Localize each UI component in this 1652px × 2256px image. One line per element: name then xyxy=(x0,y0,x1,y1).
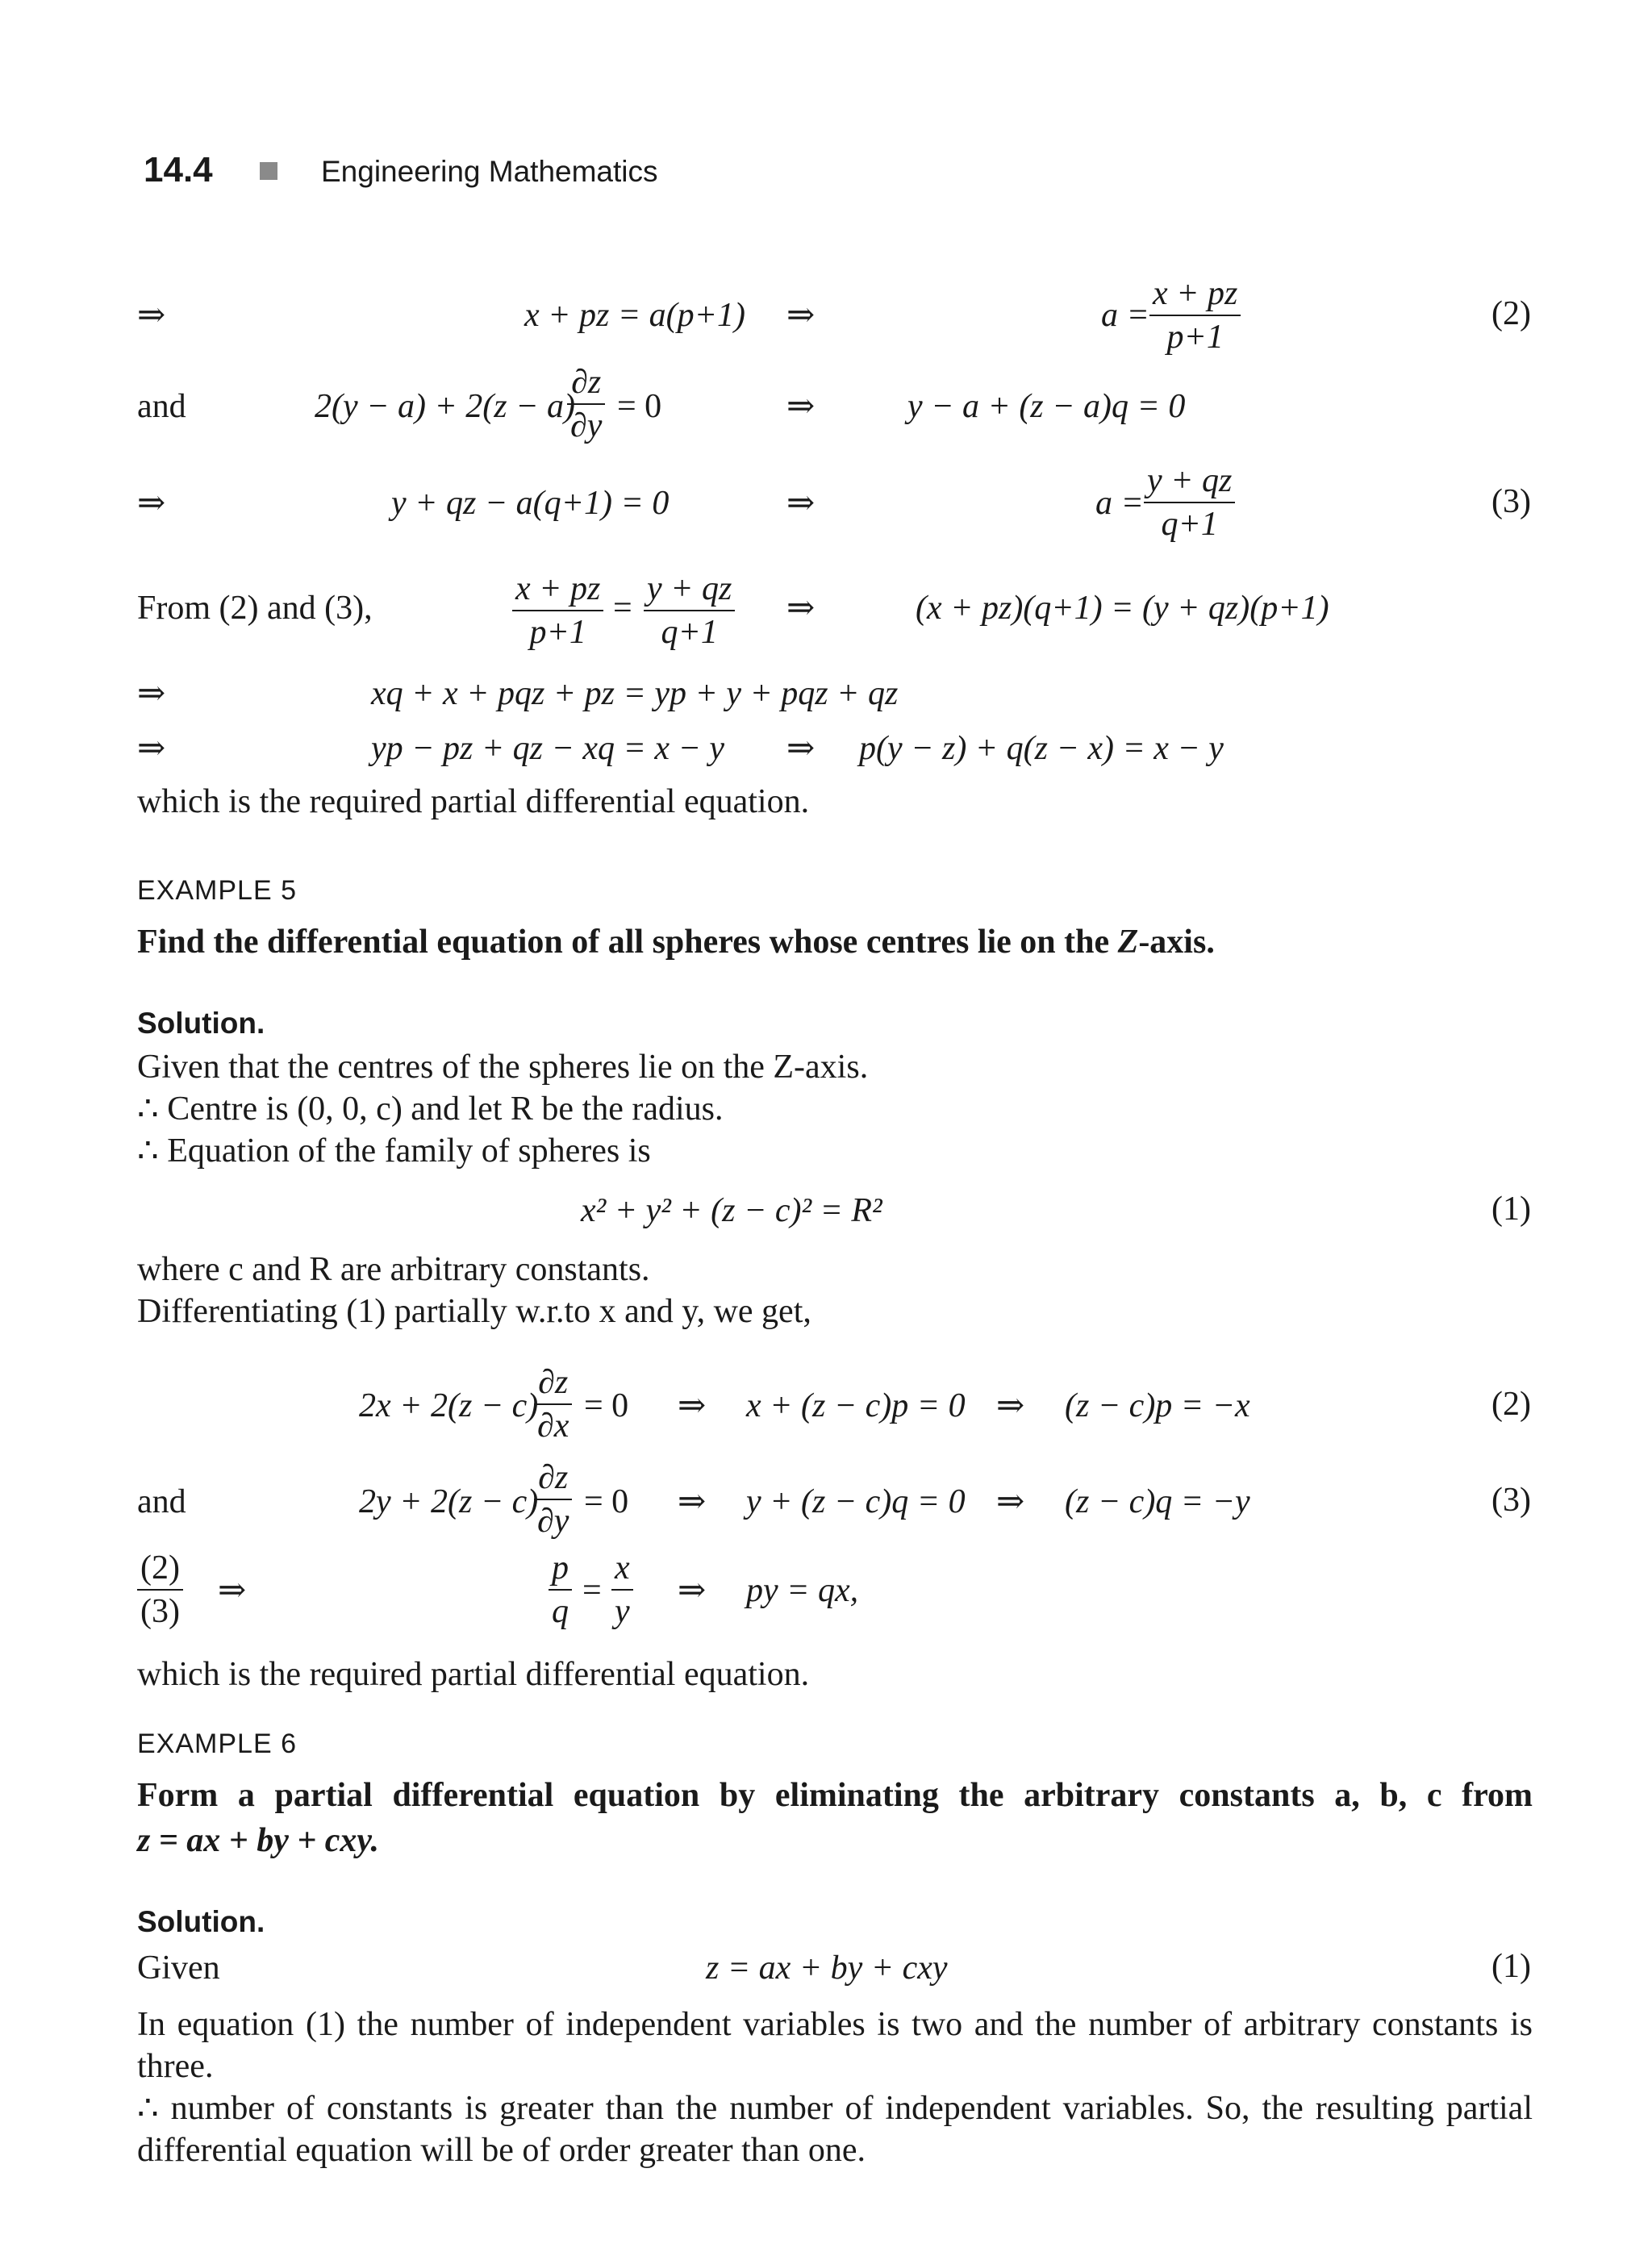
partial-derivative xyxy=(534,1363,572,1445)
solution-line: ∴ Centre is (0, 0, c) and let R be the radius. xyxy=(137,1090,724,1128)
math-expression: 2(y − a) + 2(z − a) xyxy=(315,388,575,425)
fraction-denominator: ∂x xyxy=(537,1407,569,1445)
equation-number: (1) xyxy=(1491,1948,1531,1985)
solution-label: Solution. xyxy=(137,1007,265,1040)
math-expression: a = xyxy=(1095,485,1144,522)
math-expression: x + pz = a(p+1) xyxy=(524,297,745,334)
problem-statement: Form a partial differential equation by eliminating the arbitrary constants a, b, c from xyxy=(137,1777,1533,1814)
equals-sign: = xyxy=(613,590,632,627)
equation-number: (2) xyxy=(1491,295,1531,332)
book-title: Engineering Mathematics xyxy=(321,155,658,188)
page-number: 14.4 xyxy=(144,150,213,190)
math-expression: p(y − z) + q(z − x) = x − y xyxy=(859,730,1224,767)
header-square-icon xyxy=(260,162,277,180)
implies-arrow: ⇒ xyxy=(137,485,166,522)
implies-arrow: ⇒ xyxy=(137,297,166,334)
fraction-bar xyxy=(534,1403,572,1405)
fraction-numerator: (2) xyxy=(140,1549,180,1587)
math-expression: 2x + 2(z − c) xyxy=(359,1387,539,1424)
conclusion-text: which is the required partial differential equation. xyxy=(137,1656,810,1693)
implies-arrow: ⇒ xyxy=(678,1387,707,1424)
problem-equation: z = ax + by + cxy. xyxy=(137,1822,380,1859)
fraction xyxy=(611,1549,633,1631)
math-expression: y + (z − c)q = 0 xyxy=(746,1483,966,1520)
sphere-equation: x² + y² + (z − c)² = R² xyxy=(581,1192,882,1229)
equation-number: (3) xyxy=(1491,483,1531,520)
fraction-numerator: ∂z xyxy=(538,1459,569,1496)
fraction-denominator: p+1 xyxy=(529,614,586,651)
equation-number: (2) xyxy=(1491,1386,1531,1423)
given-label: Given xyxy=(137,1950,220,1987)
implies-arrow: ⇒ xyxy=(137,675,166,712)
implies-arrow: ⇒ xyxy=(996,1387,1025,1424)
fraction-numerator: x + pz xyxy=(515,570,601,607)
solution-line: where c and R are arbitrary constants. xyxy=(137,1251,650,1288)
implies-arrow: ⇒ xyxy=(137,730,166,767)
math-expression: (z − c)p = −x xyxy=(1065,1387,1250,1424)
math-expression: yp − pz + qz − xq = x − y xyxy=(371,730,724,767)
fraction-denominator: q+1 xyxy=(661,614,718,651)
fraction-bar xyxy=(1144,502,1235,503)
fraction-numerator: ∂z xyxy=(538,1364,569,1401)
fraction-numerator: ∂z xyxy=(571,364,602,401)
fraction-bar xyxy=(644,610,735,611)
fraction xyxy=(549,1549,572,1631)
fraction xyxy=(644,569,735,652)
fraction-denominator: y xyxy=(615,1593,630,1630)
math-expression: = 0 xyxy=(584,1387,629,1424)
fraction-bar xyxy=(611,1589,633,1591)
implies-arrow: ⇒ xyxy=(786,590,816,627)
fraction xyxy=(1144,461,1235,544)
conclusion-text: which is the required partial differential equation. xyxy=(137,783,810,820)
math-expression: x + (z − c)p = 0 xyxy=(746,1387,966,1424)
fraction-bar xyxy=(137,1589,183,1591)
partial-derivative xyxy=(567,363,605,445)
paragraph: In equation (1) the number of independent variables is two and the number of arbitrary constants is three. xyxy=(137,2006,1533,2085)
example-label: EXAMPLE 6 xyxy=(137,1728,297,1759)
implies-arrow: ⇒ xyxy=(996,1483,1025,1520)
example-label: EXAMPLE 5 xyxy=(137,875,297,906)
math-expression: (z − c)q = −y xyxy=(1065,1483,1250,1520)
equation-ratio xyxy=(137,1549,183,1631)
fraction-bar xyxy=(534,1499,572,1500)
implies-arrow: ⇒ xyxy=(218,1572,247,1609)
fraction-numerator: x xyxy=(615,1549,630,1587)
fraction-numerator: y + qz xyxy=(647,570,732,607)
fraction xyxy=(512,569,603,652)
fraction xyxy=(1149,274,1241,357)
math-expression: py = qx, xyxy=(746,1572,859,1609)
fraction-denominator: p+1 xyxy=(1166,319,1224,356)
problem-text: Find the differential equation of all spheres whose centres lie on the xyxy=(137,924,1118,961)
problem-z-axis: Z xyxy=(1117,924,1139,961)
implies-arrow: ⇒ xyxy=(786,297,816,334)
fraction-bar xyxy=(549,1589,572,1591)
math-expression: y + qz − a(q+1) = 0 xyxy=(391,485,670,522)
and-label: and xyxy=(137,388,186,425)
fraction-denominator: q xyxy=(552,1593,569,1630)
from-text: From (2) and (3), xyxy=(137,590,373,627)
fraction-denominator: ∂y xyxy=(570,407,603,444)
math-expression: = 0 xyxy=(584,1483,629,1520)
partial-derivative xyxy=(534,1458,572,1541)
fraction-bar xyxy=(512,610,603,611)
solution-line: ∴ Equation of the family of spheres is xyxy=(137,1132,651,1170)
equals-sign: = xyxy=(582,1572,602,1609)
implies-arrow: ⇒ xyxy=(678,1572,707,1609)
and-label: and xyxy=(137,1483,186,1520)
implies-arrow: ⇒ xyxy=(678,1483,707,1520)
solution-line: Differentiating (1) partially w.r.to x and y, we get, xyxy=(137,1293,811,1330)
equation-number: (1) xyxy=(1491,1191,1531,1228)
fraction-bar xyxy=(1149,315,1241,316)
problem-statement xyxy=(137,921,1215,963)
given-equation: z = ax + by + cxy xyxy=(706,1950,948,1987)
fraction-denominator: q+1 xyxy=(1161,506,1218,543)
solution-label: Solution. xyxy=(137,1905,265,1938)
fraction-numerator: x + pz xyxy=(1153,275,1238,312)
implies-arrow: ⇒ xyxy=(786,388,816,425)
math-expression: xq + x + pqz + pz = yp + y + pqz + qz xyxy=(371,675,899,712)
math-expression: 2y + 2(z − c) xyxy=(359,1483,539,1520)
math-expression: = 0 xyxy=(617,388,662,425)
implies-arrow: ⇒ xyxy=(786,730,816,767)
fraction-bar xyxy=(567,403,605,405)
solution-line: Given that the centres of the spheres lie on the Z-axis. xyxy=(137,1049,869,1086)
fraction-numerator: p xyxy=(552,1549,569,1587)
math-expression: y − a + (z − a)q = 0 xyxy=(907,388,1186,425)
paragraph: ∴ number of constants is greater than the number of independent variables. So, the resulting partial differential equation will be of order greater than one. xyxy=(137,2090,1533,2169)
math-expression: (x + pz)(q+1) = (y + qz)(p+1) xyxy=(916,590,1329,627)
math-expression: a = xyxy=(1101,297,1149,334)
fraction-numerator: y + qz xyxy=(1147,462,1233,499)
problem-text-end: -axis. xyxy=(1138,924,1215,961)
fraction-denominator: (3) xyxy=(140,1593,180,1630)
equation-number: (3) xyxy=(1491,1482,1531,1519)
implies-arrow: ⇒ xyxy=(786,485,816,522)
fraction-denominator: ∂y xyxy=(537,1503,569,1540)
